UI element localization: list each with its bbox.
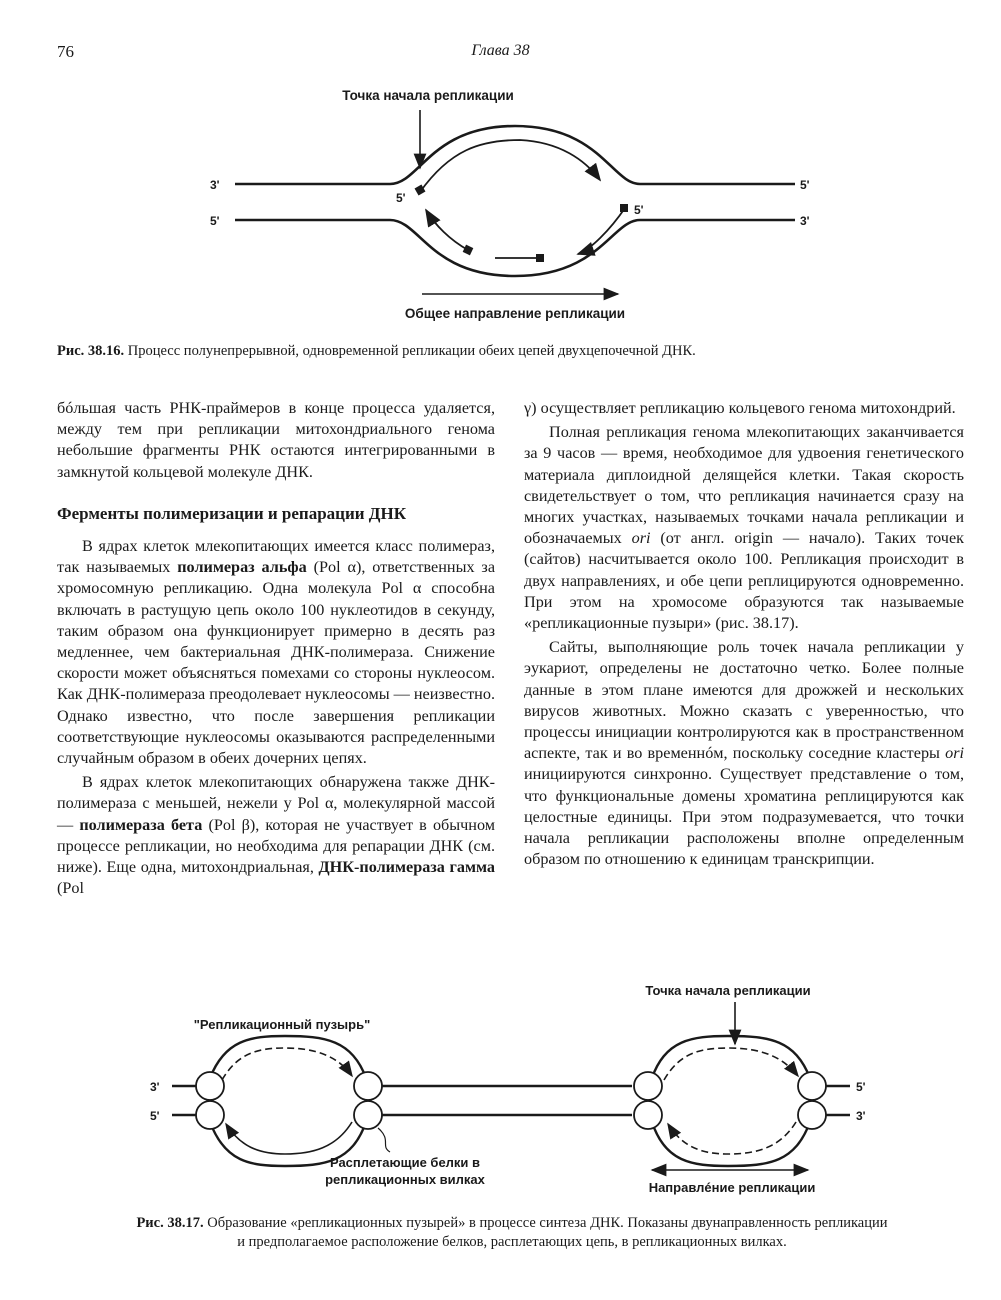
fig1-title: Точка начала репликации	[342, 88, 514, 103]
left-paragraph-1: бóльшая часть РНК-праймеров в конце процесса удаляется, между тем при репликации митохондриального генома небольшие фрагменты РНК остаются интегрированными в замкнутой кольцевой молекуле ДНК.	[57, 399, 495, 481]
fig2-bubble1-top	[210, 1036, 366, 1078]
right-paragraph-1: γ) осуществляет репликацию кольцевого генома митохондрий.	[524, 399, 956, 417]
fig2-helicase-label-2: репликационных вилках	[325, 1172, 485, 1187]
fig2-helicase-8	[798, 1101, 826, 1129]
section-heading: Ферменты полимеризации и репарации ДНК	[57, 503, 407, 523]
fig2-label-right-bottom: 3'	[856, 1109, 866, 1123]
fig2-helicase-3	[354, 1072, 382, 1100]
fig1-label-top-left: 3'	[210, 178, 220, 192]
fig2-caption-line-1: Рис. 38.17. Образование «репликационных пузырей» в процессе синтеза ДНК. Показаны двунаправленность репликации	[136, 1215, 888, 1231]
fig2-label-right-top: 5'	[856, 1080, 866, 1094]
fig2-helicase-2	[196, 1101, 224, 1129]
left-paragraph-3: В ядрах клеток млекопитающих обнаружена также ДНК-полимераза с меньшей, нежели у Pol α, молекулярной массой — полимераза бета (Pol β), которая не участвует в обычном процессе репликации, но необходима для репарации ДНК (см. ниже). Еще одна, митохондриальная, ДНК-полимераза гамма (Pol	[57, 773, 495, 898]
figure-38-17-caption	[57, 1214, 967, 1252]
fig2-bubble2-top	[652, 1036, 810, 1078]
fig2-helicase-7	[798, 1072, 826, 1100]
fig1-label-inner-right: 5'	[634, 203, 644, 217]
fig2-helicase-4	[354, 1101, 382, 1129]
right-paragraph-2: Полная репликация генома млекопитающих заканчивается за 9 часов — время, необходимое для удвоения генетического материала диплоидной делящейся клетки. Такая скорость свидетельствует о том, что репликация начинается сразу на многих участках, называемых точками начала репликации и обозначаемых ori (от англ. origin — начало). Таких точек (сайтов) насчитывается около 100. Репликация происходит в двух направлениях, и обе цепи реплицируются одновременно. При этом на хромосоме образуются так называемые «репликационные пузыри» (рис. 38.17).	[524, 423, 964, 633]
running-head: Глава 38	[471, 42, 530, 59]
fig2-direction-label: Направлéние репликации	[648, 1180, 816, 1195]
fig2-label-left-top: 3'	[150, 1080, 160, 1094]
fig2-bubble2-bottom	[652, 1122, 810, 1166]
fig2-helicase-6	[634, 1101, 662, 1129]
fig2-caption-line-2: и предполагаемое расположение белков, расплетающих цепь, в репликационных вилках.	[237, 1234, 787, 1250]
fig2-bubble1-top-new	[222, 1048, 352, 1080]
fig1-caption-num: Рис. 38.16.	[57, 343, 125, 359]
fig1-label-top-right: 5'	[800, 178, 810, 192]
left-paragraph-2: В ядрах клеток млекопитающих имеется класс полимераз, так называемых полимераз альфа (Pol α), ответственных за хромосомную репликацию. Одна молекула Pol α способна включать в растущую цепь около 100 нуклеотидов в секунду, таким образом она функционирует примерно в десять раз медленнее, чем бактериальная ДНК-полимераза. Снижение скорости может объясняться помехами со стороны нуклеосом. Как ДНК-полимераза преодолевает нуклеосомы — неизвестно. Однако известно, что после завершения репликации соответствующие нуклеосомы оказываются распределенными случайным образом в обеих дочерних цепях.	[57, 537, 496, 768]
fig1-label-inner-left: 5'	[396, 191, 406, 205]
fig2-helicase-1	[196, 1072, 224, 1100]
fig2-bubble2-bottom-new	[668, 1122, 796, 1154]
page-number: 76	[57, 42, 74, 61]
fig1-label-bottom-left: 5'	[210, 214, 220, 228]
fig2-label-left-bottom: 5'	[150, 1109, 160, 1123]
fig1-direction-label: Общее направление репликации	[404, 306, 626, 321]
fig2-bubble-label: "Репликационный пузырь"	[193, 1017, 371, 1032]
fig2-helicase-5	[634, 1072, 662, 1100]
fig2-origin-label: Точка начала репликации	[645, 983, 811, 998]
fig2-helicase-pointer	[378, 1128, 390, 1152]
fig1-caption-text: Процесс полунепрерывной, одновременной репликации обеих цепей двухцепочечной ДНК.	[127, 343, 696, 359]
fig2-bubble2-top-new	[664, 1048, 798, 1080]
fig2-helicase-label-1: Расплетающие белки в	[329, 1155, 481, 1170]
fig2-bubble1-bottom-new	[226, 1122, 352, 1154]
right-paragraph-3: Сайты, выполняющие роль точек начала репликации у эукариот, определены не достаточно четко. Более полные данные в этом плане имеются для дрожжей и нескольких вирусов животных. Можно сказать с уверенностью, что процессы инициации контролируются как в пространственном аспекте, так и во временнóм, поскольку соседние кластеры ori инициируются синхронно. Существует представление о том, что функциональные домены хроматина реплицируются как целостные единицы. При этом подразумевается, что точки начала репликации расположены вполне определенным образом по отношению к единицам транскрипции.	[524, 638, 964, 869]
fig1-label-bottom-right: 3'	[800, 214, 810, 228]
